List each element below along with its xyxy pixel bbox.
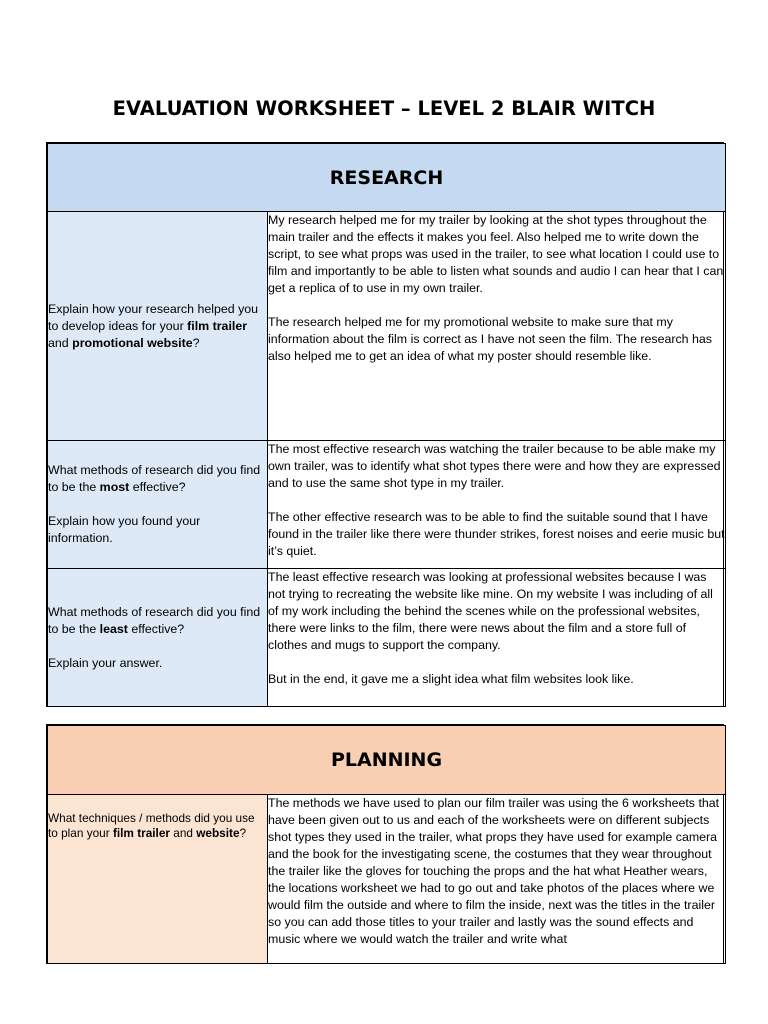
question-bold: film trailer: [112, 826, 170, 840]
question-text: ?: [192, 335, 200, 350]
question-text: and: [48, 335, 73, 350]
question-text: effective?: [127, 621, 185, 636]
question-bold: promotional website: [72, 335, 193, 350]
planning-table: [47, 725, 726, 964]
answer-paragraph: The other effective research was to be able to find the suitable sound that I have found in the trailer like there were thunder strikes, forest noises and eerie music but it’s quiet.: [268, 510, 725, 558]
answer-paragraph: The methods we have used to plan our film trailer was using the 6 worksheets that have been given out to us and each of the worksheets were on different subjects shot types they used in the trailer, what props they have used for example camera and the book for the investigating scene, the costumes that they wear throughout the trailer like the gloves for touching the props and the hat what Heather wears, the locations worksheet we had to go out and take photos of the places where we would film the outside and where to film the inside, next was the titles in the trailer so you can add those titles to your trailer and lastly was the sound effects and music where we would watch the trailer and write what: [268, 796, 720, 946]
question-text: What methods of research did you find to be the: [48, 463, 261, 494]
research-section: [46, 142, 724, 707]
answer-paragraph: The most effective research was watching the trailer because to be able make my own trailer, was to identify what shot types there were and how they are expressed and to use the same shot type in my trailer.: [268, 442, 721, 490]
research-answer-3: [268, 569, 726, 707]
question-text: What techniques / methods did you use to plan your: [48, 811, 255, 840]
answer-paragraph: But in the end, it gave me a slight idea what film websites look like.: [268, 672, 634, 686]
question-text: ?: [239, 826, 247, 840]
question-text: effective?: [129, 480, 186, 494]
planning-question-1: [48, 795, 268, 964]
table-row: [48, 569, 726, 707]
question-bold: website: [196, 826, 240, 840]
page-title: EVALUATION WORKSHEET – LEVEL 2 BLAIR WITCH: [112, 97, 656, 120]
answer-paragraph: My research helped me for my trailer by looking at the shot types throughout the main trailer and the effects it makes you feel. Also helped me to write down the script, to see what props was used in the trailer, to see what location I could use to film and importantly to be able to listen what sounds and audio I can hear that I can get a replica of to use in my own trailer.: [268, 213, 724, 295]
planning-section: [46, 724, 724, 964]
table-row: [48, 795, 726, 964]
research-question-2: [48, 441, 268, 569]
question-text: Explain how your research helped you to develop ideas for your: [48, 301, 259, 333]
question-bold: film trailer: [187, 318, 248, 333]
question-bold: most: [99, 480, 130, 494]
research-answer-1: [268, 212, 726, 441]
planning-answer-1: [268, 795, 726, 964]
question-bold: least: [99, 621, 128, 636]
question-text: What methods of research did you find to be the: [48, 604, 261, 636]
question-text: Explain how you found your information.: [48, 514, 201, 545]
table-row: [48, 212, 726, 441]
planning-header: PLANNING: [48, 726, 726, 795]
table-row: [48, 441, 726, 569]
answer-paragraph: The research helped me for my promotional website to make sure that my information about the film is correct as I have not seen the film. The research has also helped me to get an idea of what my poster should resemble like.: [268, 315, 712, 363]
answer-paragraph: The least effective research was looking at professional websites because I was not trying to recreating the website like mine. On my website I was including of all of my work including the behind the scenes while on the professional websites, there were links to the film, there were news about the film and a store full of clothes and mugs to support the company.: [268, 570, 713, 652]
research-header: RESEARCH: [48, 144, 726, 212]
question-text: and: [169, 826, 197, 840]
research-answer-2: [268, 441, 726, 569]
question-text: Explain your answer.: [48, 655, 163, 670]
research-question-1: [48, 212, 268, 441]
research-question-3: [48, 569, 268, 707]
research-table: [47, 143, 726, 707]
